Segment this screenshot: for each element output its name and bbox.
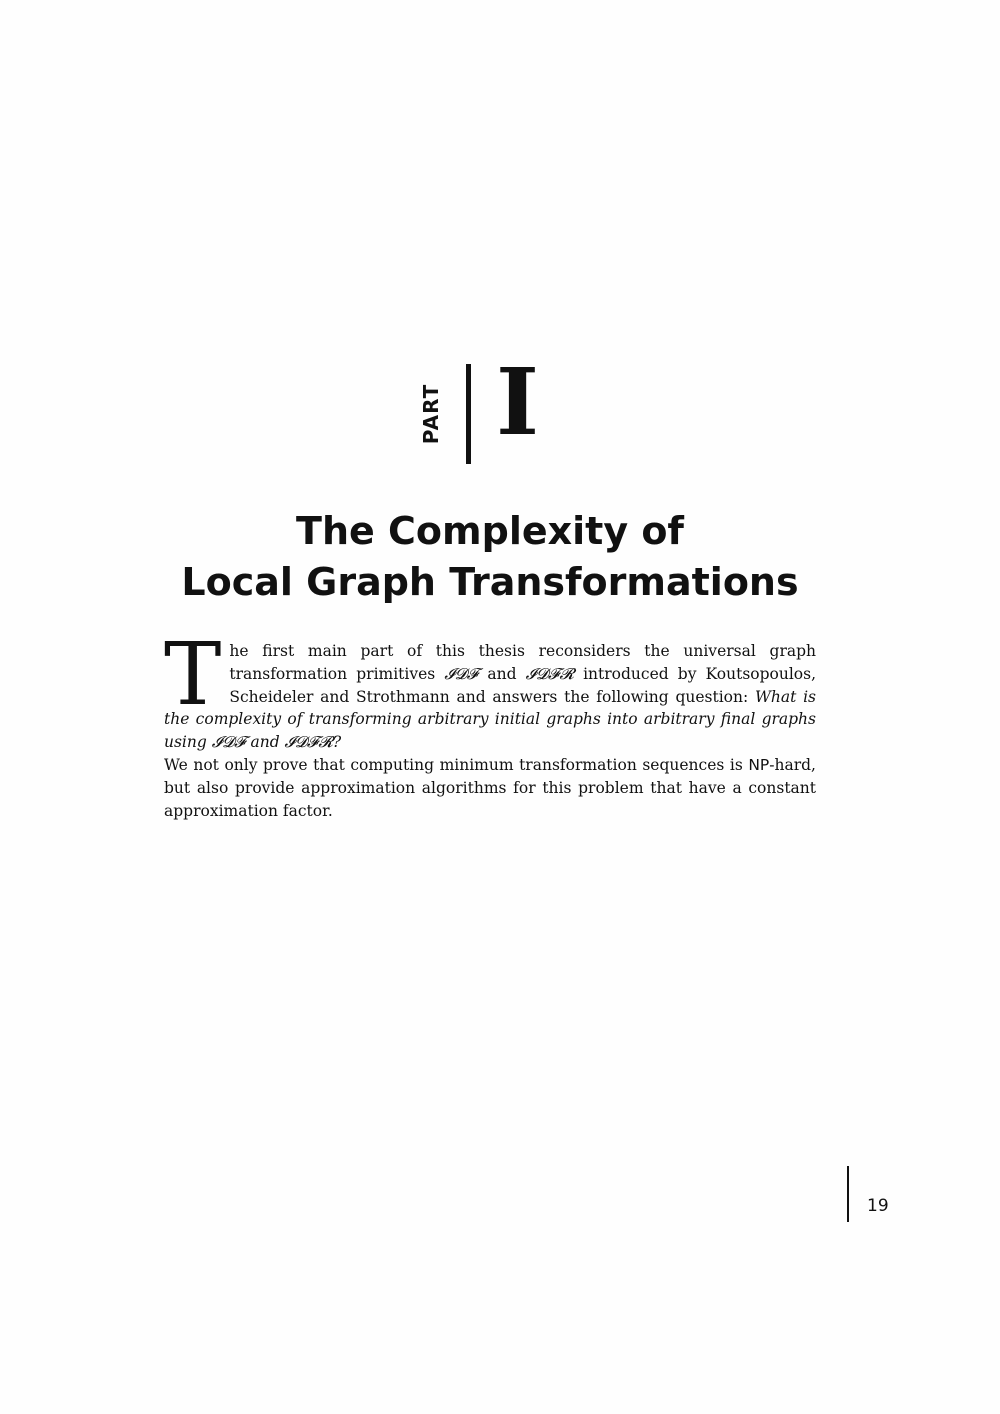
part-label xyxy=(408,383,454,445)
page-number-rule xyxy=(847,1166,849,1222)
part-divider-rule xyxy=(466,364,471,464)
abstract-text-1: he first main part of this thesis reconsiders the universal graph transformation primitives xyxy=(229,642,816,683)
idfr-symbol-2: 𝓘𝓓𝓕𝓡 xyxy=(284,733,333,752)
abstract-text-5: -hard, but also provide approximation algorithms for this problem that have a constant approximation factor. xyxy=(164,755,816,820)
abstract-text-3: introduced by Koutsopoulos, Scheideler and Strothmann and answers the following question: xyxy=(229,664,817,706)
part-label-text: PART xyxy=(419,383,444,445)
np-class: NP xyxy=(748,755,770,774)
part-numeral: I xyxy=(496,348,540,456)
drop-cap: T xyxy=(164,625,222,725)
abstract-text-4: We not only prove that computing minimum transformation sequences is xyxy=(164,755,749,774)
abstract-paragraph-2 xyxy=(164,754,816,822)
page-number: 19 xyxy=(867,1196,889,1216)
part-abstract xyxy=(164,625,817,822)
question-mark: ? xyxy=(332,733,342,752)
part-title xyxy=(140,506,840,608)
abstract-paragraph-1 xyxy=(164,625,817,754)
question-text-2: and xyxy=(245,733,285,752)
title-line-2: Local Graph Transformations xyxy=(181,560,799,604)
idfr-symbol: 𝓘𝓓𝓕𝓡 xyxy=(525,664,574,683)
abstract-text-2: and xyxy=(478,664,526,683)
idf-symbol-2: 𝓘𝓓𝓕 xyxy=(211,733,246,752)
title-line-1: The Complexity of xyxy=(296,509,684,553)
idf-symbol: 𝓘𝓓𝓕 xyxy=(444,664,479,683)
question-text-1: What is the complexity of transforming arbitrary initial graphs into arbitrary final graphs using xyxy=(164,687,816,752)
